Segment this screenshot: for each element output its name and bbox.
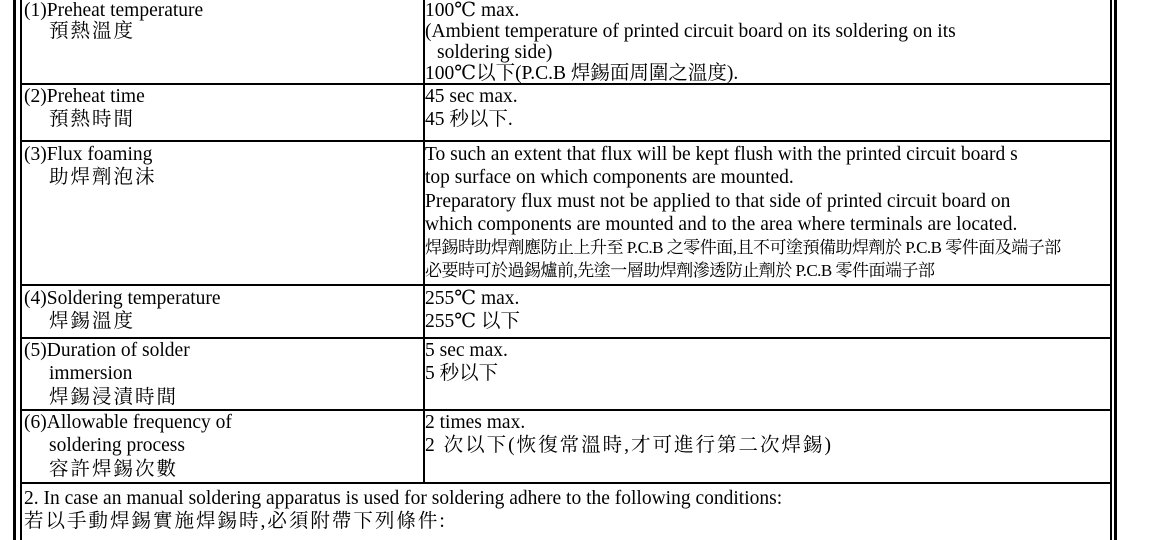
- value-line: 5 秒以下: [425, 363, 499, 385]
- label-en: (5)Duration of solder: [24, 340, 190, 361]
- label-zh: 預熱時間: [49, 109, 136, 131]
- value-line: top surface on which components are mounted.: [425, 167, 794, 189]
- value-line: 必要時可於過錫爐前,先塗一層助焊劑滲透防止劑於 P.C.B 零件面端子部: [425, 261, 935, 281]
- value-line: soldering side): [437, 42, 553, 63]
- label-en-cont: soldering process: [49, 435, 185, 457]
- value-line: 100℃ max.: [425, 0, 520, 21]
- value-line: 5 sec max.: [425, 340, 508, 361]
- row-soldering-temperature: [22, 286, 1110, 339]
- value-line: To such an extent that flux will be kept flush with the printed circuit board s: [425, 144, 1018, 165]
- section-2-title: 2. In case an manual soldering apparatus is used for soldering adhere to the following conditions:: [24, 488, 783, 509]
- section-2-title-zh: 若以手動焊錫實施焊錫時,必須附帶下列條件:: [24, 511, 447, 533]
- section-2-manual-soldering: [24, 487, 1110, 534]
- value-line: 100℃以下(P.C.B 焊錫面周圍之溫度).: [425, 63, 739, 84]
- value-line: 焊錫時助焊劑應防止上升至 P.C.B 之零件面,且不可塗預備助焊劑於 P.C.B 零件面及端子部: [425, 238, 1061, 258]
- label-zh: 焊錫溫度: [49, 311, 136, 333]
- row-duration-of-immersion: [22, 339, 1110, 411]
- value-line: Preparatory flux must not be applied to that side of printed circuit board on: [425, 190, 1011, 212]
- label-en: (6)Allowable frequency of: [24, 412, 232, 433]
- right-border-outer: [1114, 0, 1117, 540]
- row-flux-foaming: [22, 142, 1110, 286]
- label-zh: 預熱溫度: [49, 21, 136, 42]
- label-zh: 助焊劑泡沫: [49, 167, 157, 189]
- right-border-inner: [1110, 0, 1112, 540]
- value-line: which components are mounted and to the area where terminals are located.: [425, 213, 1018, 235]
- value-line: (Ambient temperature of printed circuit board on its soldering on its: [425, 21, 956, 42]
- label-en: (4)Soldering temperature: [24, 288, 221, 309]
- value-line: 255℃ 以下: [425, 311, 520, 333]
- value-line: 45 秒以下.: [425, 109, 513, 131]
- value-line: 2 times max.: [425, 412, 526, 433]
- label-en: (2)Preheat time: [24, 86, 145, 107]
- label-zh: 焊錫浸漬時間: [49, 386, 179, 408]
- row-allowable-frequency: [22, 411, 1110, 484]
- label-en: (3)Flux foaming: [24, 144, 153, 165]
- value-line: 45 sec max.: [425, 86, 518, 107]
- row-preheat-time: [22, 85, 1110, 142]
- value-line: 2 次以下(恢復常溫時,才可進行第二次焊錫): [425, 435, 833, 457]
- label-en-cont: immersion: [49, 363, 133, 385]
- label-en: (1)Preheat temperature: [24, 0, 204, 21]
- left-border-outer: [13, 0, 16, 540]
- row-preheat-temperature: [22, 0, 1110, 85]
- label-zh: 容許焊錫次數: [49, 458, 179, 480]
- value-line: 255℃ max.: [425, 288, 520, 309]
